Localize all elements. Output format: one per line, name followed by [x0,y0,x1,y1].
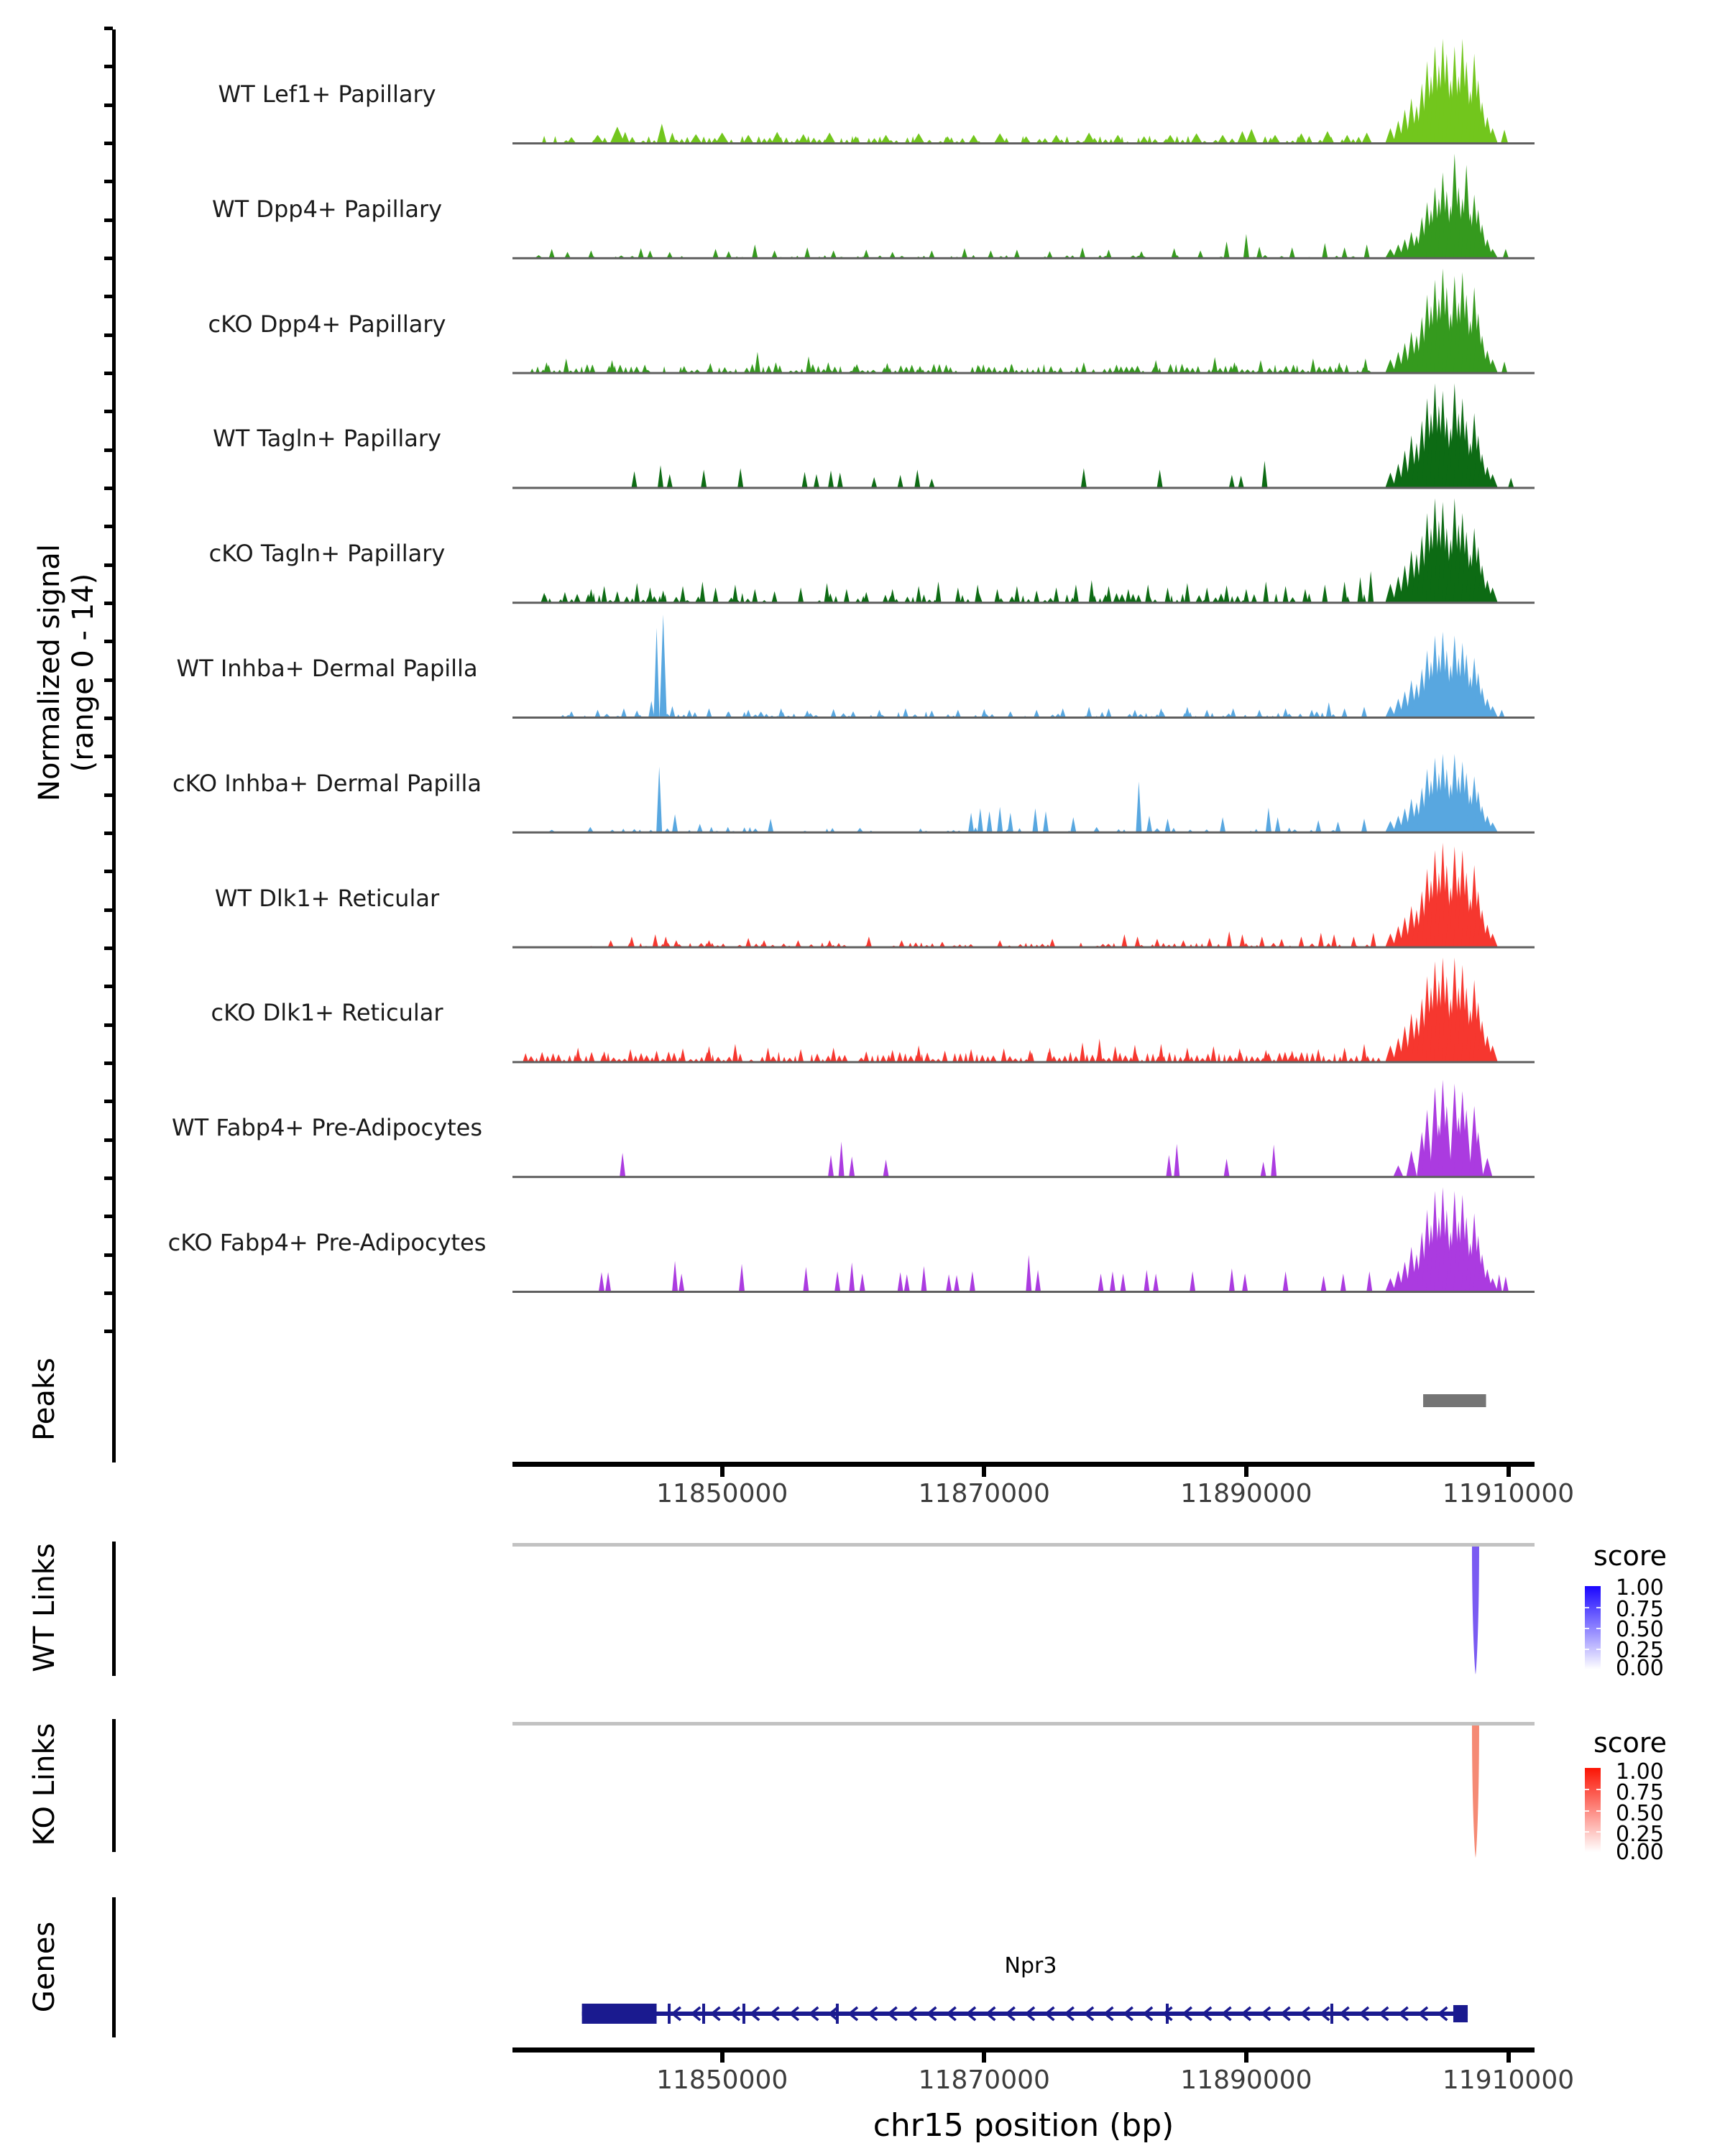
wt-score-gradient-bar [1585,1586,1601,1669]
gene-end-exon-block [1453,2005,1468,2022]
coverage-track-label: WT Fabp4+ Pre-Adipocytes [172,1114,482,1142]
wt-score-legend-title: score [1593,1540,1668,1572]
wt-links-baseline [512,1543,1535,1547]
track-baseline [512,142,1535,144]
coverage-track-label: WT Lef1+ Papillary [218,80,436,108]
track-baseline [512,372,1535,374]
score-bar-notch [1596,1607,1601,1608]
genome-axis-tick-label: 11910000 [1442,2065,1575,2095]
genome-axis-tick-label: 11870000 [918,2065,1050,2095]
track-baseline [512,1176,1535,1178]
genes-bracket [112,1897,116,2037]
score-bar-notch [1596,1831,1601,1833]
left-axis-tick [104,1061,113,1065]
score-legend-tick-label: 0.25 [1616,1638,1664,1663]
left-axis-tick [104,640,113,643]
ko-links-baseline [512,1722,1535,1726]
score-legend-tick-label: 0.00 [1616,1656,1664,1681]
peaks-section-label: Peaks [28,1358,61,1441]
track-baseline [512,946,1535,949]
track-baseline [512,257,1535,259]
left-axis-tick [104,142,113,145]
gene-exon-tick [742,2004,745,2024]
left-axis-tick [104,831,113,835]
score-legend-tick-label: 0.50 [1616,1801,1664,1826]
left-axis-line [112,29,116,1355]
left-axis-tick [104,295,113,298]
coverage-track-label: WT Dlk1+ Reticular [214,884,440,912]
genome-axis-tick [1506,1467,1511,1477]
left-axis-tick [104,870,113,873]
genome-axis-tick [720,1467,724,1477]
score-legend-tick-label: 0.00 [1616,1840,1664,1865]
score-bar-notch [1585,1607,1589,1608]
left-axis-tick [104,65,113,68]
coverage-track-label: cKO Inhba+ Dermal Papilla [172,769,482,797]
coverage-track-label: WT Inhba+ Dermal Papilla [176,655,478,682]
genome-axis-tick [982,2053,986,2063]
score-bar-notch [1585,1831,1589,1833]
left-axis-tick [104,755,113,758]
gene-exon-tick [668,2004,671,2024]
gene-exon-tick [1166,2004,1169,2024]
left-axis-tick [104,1330,113,1333]
gene-exon-tick [702,2004,705,2024]
score-legend-tick-label: 0.50 [1616,1617,1664,1642]
score-bar-notch [1596,1810,1601,1812]
left-axis-tick [104,717,113,720]
genome-axis-tick [982,1467,986,1477]
coverage-track-label: cKO Tagln+ Papillary [208,540,446,568]
score-bar-notch [1585,1628,1589,1629]
genome-axis-tick-label: 11850000 [656,1479,788,1508]
y-axis-label-line1: Normalized signal [33,544,66,801]
score-bar-notch [1585,1649,1589,1650]
coverage-track-label: cKO Fabp4+ Pre-Adipocytes [167,1229,487,1256]
ko-links-section-label: KO Links [28,1723,61,1846]
genome-axis-tick [1244,2053,1248,2063]
ko-links-bracket [112,1719,116,1852]
genome-axis-tick-label: 11850000 [656,2065,788,2095]
score-legend-tick-label: 1.00 [1616,1759,1664,1784]
ko-score-gradient-bar [1585,1768,1601,1852]
track-baseline [512,1291,1535,1293]
left-axis-tick [104,1176,113,1180]
y-axis-label-line2: (range 0 - 14) [67,573,100,773]
left-axis-tick [104,985,113,988]
genome-axis-tick [1244,1467,1248,1477]
gene-exon-tick [1330,2004,1333,2024]
track-baseline [512,831,1535,834]
score-bar-notch [1596,1628,1601,1629]
genome-axis-bottom [512,2047,1535,2053]
genome-axis-tick-label: 11890000 [1180,2065,1312,2095]
ko-link-spike [1472,1724,1479,1858]
track-baseline [512,487,1535,489]
genome-axis-tick [1506,2053,1511,2063]
left-axis-tick [104,487,113,490]
score-bar-notch [1585,1789,1589,1790]
genes-section-label: Genes [28,1921,61,2013]
wt-links-section-label: WT Links [28,1543,61,1672]
peak-interval-bar [1423,1394,1486,1407]
track-baseline [512,1061,1535,1063]
left-axis-tick [104,946,113,950]
genome-axis-tick [720,2053,724,2063]
coverage-track-label: WT Dpp4+ Papillary [211,195,443,223]
left-axis-tick [104,1100,113,1103]
left-axis-tick [104,27,113,30]
peaks-bracket [112,1338,116,1462]
track-baseline [512,717,1535,719]
genome-axis-tick-label: 11910000 [1442,1479,1575,1508]
ko-score-legend-title: score [1593,1727,1668,1759]
left-axis-tick [104,180,113,183]
left-axis-tick [104,1291,113,1295]
genome-axis-tick-label: 11890000 [1180,1479,1312,1508]
score-legend-tick-label: 0.75 [1616,1597,1664,1622]
genome-axis-tick-label: 11870000 [918,1479,1050,1508]
left-axis-tick [104,602,113,605]
left-axis-tick [104,525,113,528]
score-legend-tick-label: 0.75 [1616,1780,1664,1805]
genome-axis-top [512,1462,1535,1467]
coverage-track-label: cKO Dpp4+ Papillary [208,310,446,338]
wt-links-bracket [112,1542,116,1676]
left-axis-tick [104,257,113,260]
track-baseline [512,602,1535,604]
left-axis-tick [104,1215,113,1218]
gene-utr-exon-block [582,2004,657,2024]
score-legend-tick-label: 0.25 [1616,1822,1664,1847]
left-axis-tick [104,410,113,413]
score-legend-tick-label: 1.00 [1616,1575,1664,1600]
score-bar-notch [1585,1810,1589,1812]
left-axis-tick [104,372,113,375]
score-bar-notch [1596,1789,1601,1790]
gene-name-label: Npr3 [1004,1953,1057,1978]
wt-link-spike [1472,1545,1479,1674]
score-bar-notch [1596,1649,1601,1650]
coverage-track-label: WT Tagln+ Papillary [213,425,441,453]
coverage-track-label: cKO Dlk1+ Reticular [211,999,443,1027]
x-axis-label: chr15 position (bp) [873,2107,1174,2144]
